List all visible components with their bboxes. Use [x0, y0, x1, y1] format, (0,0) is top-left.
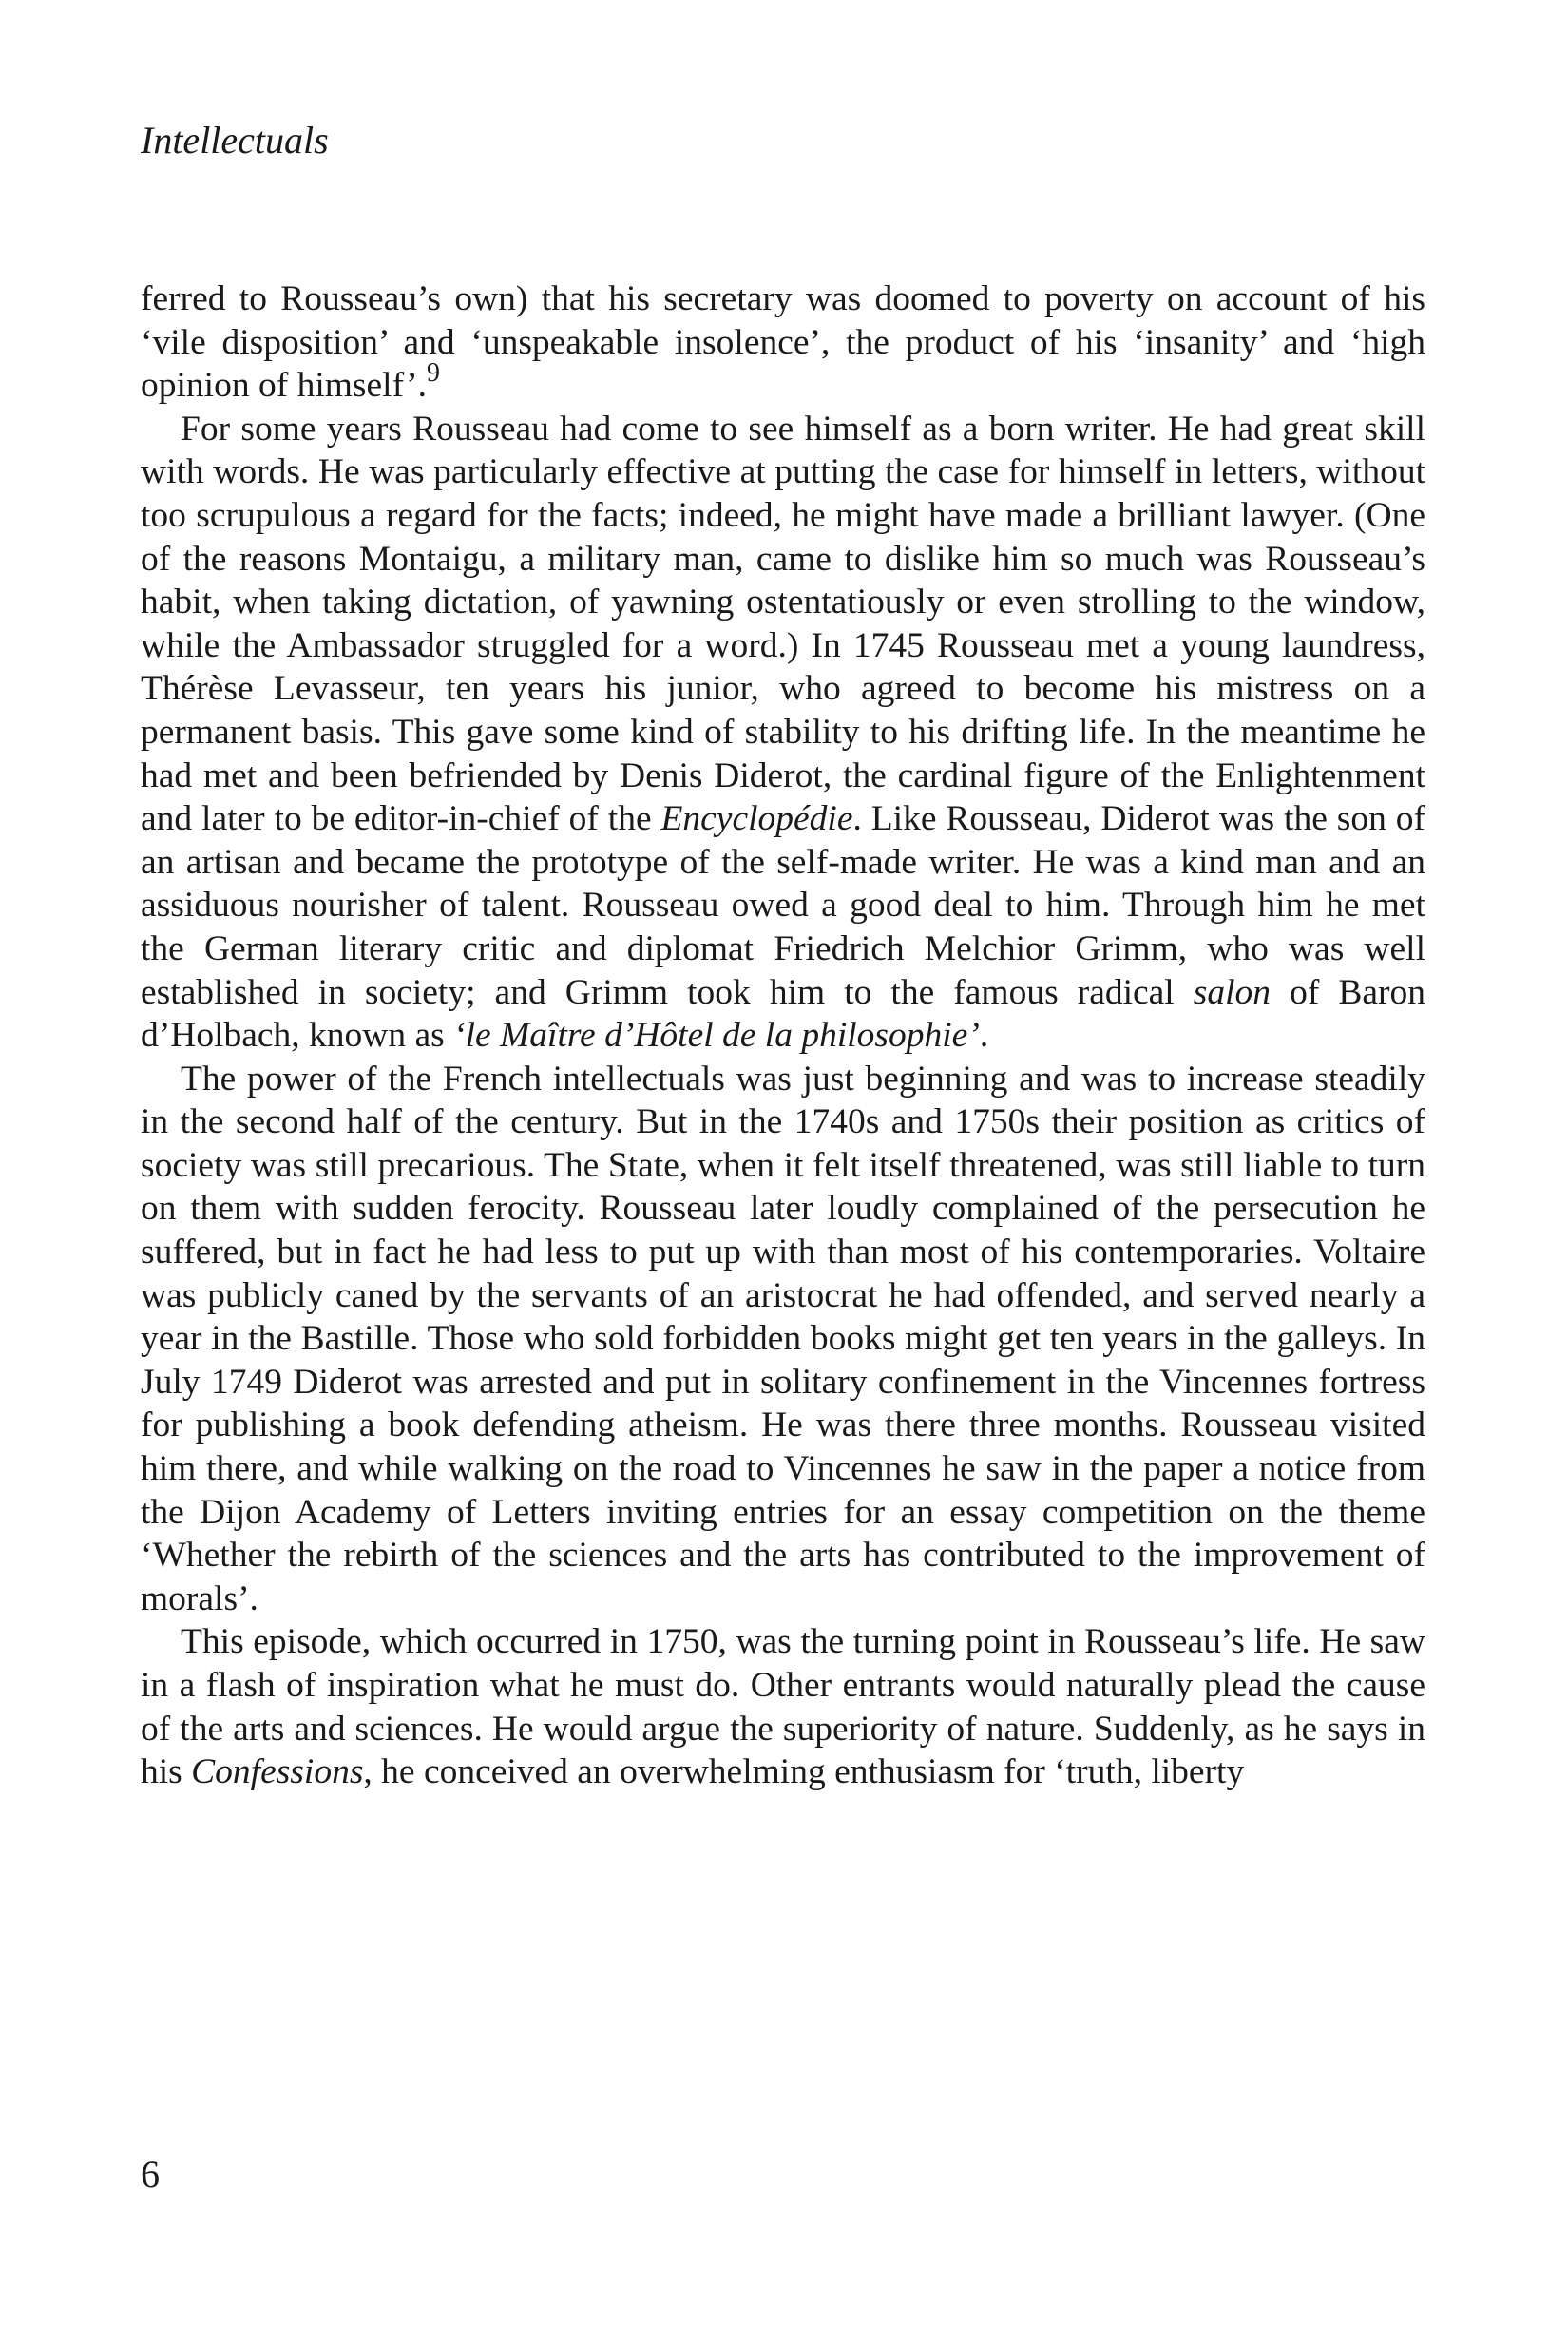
italic-quote: ‘le Maître d’Hôtel de la philosophie’: [453, 1016, 980, 1056]
paragraph: [141, 277, 1425, 408]
footnote-reference: 9: [427, 358, 440, 389]
paragraph-text: This episode, which occurred in 1750, was the turning point in Rousseau’s life. He saw in a flash of inspiration what he must do. Other entrants would naturally plead the cause of the arts and sciences. He would argue the superiority of nature. Suddenly, as he says in his: [141, 1622, 1425, 1792]
paragraph-text: For some years Rousseau had come to see himself as a born writer. He had great skill with words. He was particularly effective at putting the case for himself in letters, without too scrupulous a regard for the facts; indeed, he might have made a brilliant lawyer. (One of the reasons Montaigu, a military man, came to dislike him so much was Rousseau’s habit, when taking dictation, of yawning ostentatiously or even strolling to the window, while the Ambassador struggled for a word.) In 1745 Rousseau met a young laundress, Thérèse Levasseur, ten years his junior, who agreed to become his mistress on a permanent basis. This gave some kind of stability to his drifting life. In the meantime he had met and been befriended by Denis Diderot, the cardinal figure of the Enlightenment and later to be editor-in-chief of the: [141, 409, 1425, 839]
paragraph-text: , he conceived an overwhelming enthusiasm for ‘truth, liberty: [363, 1752, 1245, 1792]
paragraph: [141, 1620, 1425, 1793]
paragraph: [141, 1058, 1425, 1621]
paragraph-text: . Like Rousseau, Diderot was the son of an artisan and became the prototype of the self-made writer. He was a kind man and an assiduous nourisher of talent. Rousseau owed a good deal to him. Through him he met the German literary critic and diplomat Friedrich Melchior Grimm, who was well established in society; and Grimm took him to the famous radical: [141, 799, 1425, 1012]
italic-title: Encyclopédie: [660, 799, 853, 839]
paragraph: [141, 408, 1425, 1058]
body-text: [141, 277, 1425, 1794]
paragraph-text: ferred to Rousseau’s own) that his secretary was doomed to poverty on account of his ‘vile disposition’ and ‘unspeakable insolence’, the product of his ‘insanity’ and ‘high opinion of himself’.: [141, 279, 1425, 406]
paragraph-text: of Baron d’Holbach, known as: [141, 972, 1425, 1056]
italic-title: Confessions: [191, 1752, 364, 1792]
paragraph-text: .: [979, 1016, 989, 1056]
paragraph-text: The power of the French intellectuals was just beginning and was to increase steadily in the second half of the century. But in the 1740s and 1750s their position as critics of society was still precarious. The State, when it felt itself threatened, was still liable to turn on them with sudden ferocity. Rousseau later loudly complained of the persecution he suffered, but in fact he had less to put up with than most of his contemporaries. Voltaire was publicly caned by the servants of an aristocrat he had offended, and served nearly a year in the Bastille. Those who sold forbidden books might get ten years in the galleys. In July 1749 Diderot was arrested and put in solitary confinement in the Vincennes fortress for publishing a book defending atheism. He was there three months. Rousseau visited him there, and while walking on the road to Vincennes he saw in the paper a notice from the Dijon Academy of Letters inviting entries for an essay competition on the theme ‘Whether the rebirth of the sciences and the arts has contributed to the improvement of morals’.: [141, 1059, 1425, 1618]
italic-term: salon: [1193, 972, 1272, 1012]
page-number: 6: [141, 2152, 160, 2195]
running-head: Intellectuals: [141, 119, 329, 162]
